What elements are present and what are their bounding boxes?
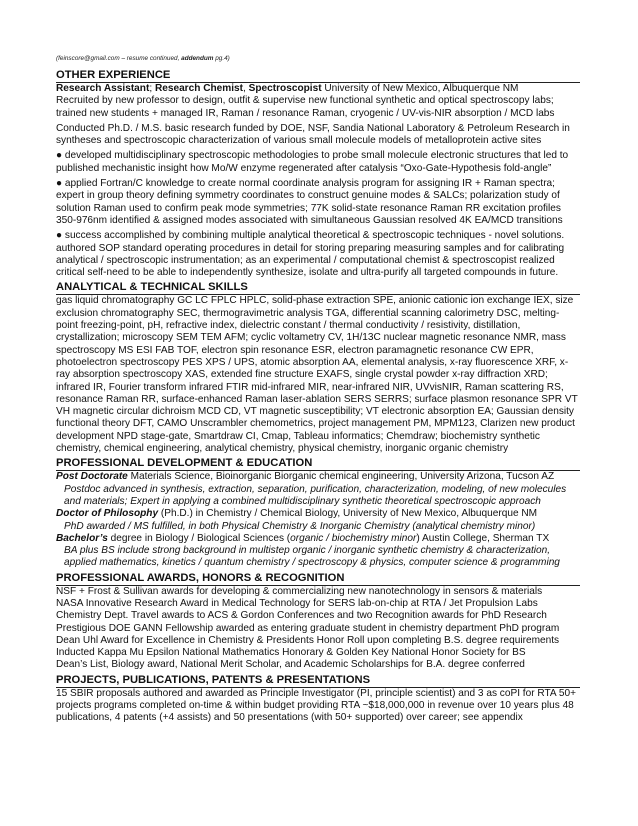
section-title-education: PROFESSIONAL DEVELOPMENT & EDUCATION xyxy=(56,457,580,471)
experience-bullet-2: ● applied Fortran/C knowledge to create normal coordinate analysis program for assigning IR + Raman spectra; expert in group theory defining symmetry coordinates to construct genuine modes & SALCs; polarization study of solution Raman used to confirm peak mode symmetries; 77K solid-state resonance Raman RR excitation profiles 350-976nm identified & assigned modes associated with simultaneous Gaussian resolved 4K EA/MCD transitions xyxy=(56,178,563,226)
education-postdoc-degree: Post Doctorate xyxy=(56,471,128,483)
skills-paragraph: gas liquid chromatography GC LC FPLC HPLC, solid-phase extraction SPE, anionic cationic ion exchange IEX, size exclusion chromatography SEC, thermogravimetric analysis TGA, differential scanning calorimetry DSC, melting-point freezing-point, pH, refractive index, dielectric constant / thermal conductivity / resistivity, distillation, crystallization; microscopy SEM TEM AFM; cyclic voltametry CV, 1H/13C nuclear magnetic resonance NMR, mass spectroscopy MS ESI FAB TOF, electron spin resonance ESR, electron paramagnetic resonance CW EPR, photoelectron spectroscopy PES XPS / UPS, atomic absorption AA, elemental analysis, x-ray fluorescence XRF, x-ray absorption spectroscopy XAS, extended fine structure EXAFS, single crystal powder x-ray diffraction XRD; infrared IR, Fourier transform infrared FTIR mid-infrared MIR, near-infrared NIR, UVvisNIR, Raman scattering RS, resonance Raman RR, surface-enhanced Raman laser-ablation SERS SERRS; surface plasmon resonance SPR VT VH magnetic circular dichroism MCD CD, VT magnetic susceptibility; VT electronic absorption EA; Gaussian density functional theory DFT, CAMO Unscrambler chemometrics, project management PM, MPM123, Clarizen new product development NPD stage-gate, Smartdraw CI, Cmap, Tableau informatics; Chemdraw; biochemistry synthetic chemistry, chemical engineering, analytical chemistry, physical chemistry, inorganic organic chemistry xyxy=(56,295,578,455)
education-phd-detail: PhD awarded / MS fulfilled, in both Physical Chemistry & Inorganic Chemistry (analytical chemistry minor) xyxy=(64,520,536,532)
education-bachelors-post: ) Austin College, Sherman TX xyxy=(416,532,550,544)
experience-paragraph-2: Conducted Ph.D. / M.S. basic research funded by DOE, NSF, Sandia National Laboratory & Petroleum Research in syntheses and spectroscopic characterization of various small molecule models of metalloprotein active sites xyxy=(56,122,570,147)
award-line: Inducted Kappa Mu Epsilon National Mathematics Honorary & Golden Key National Honor Society for BS xyxy=(56,647,526,659)
role-spectroscopist: Spectroscopist xyxy=(248,83,322,94)
role-sep-2: , xyxy=(243,83,249,94)
award-line: Chemistry Dept. Travel awards to ACS & Gordon Conferences and two Recognition awards for PhD Research xyxy=(56,610,547,622)
award-line: Dean’s List, Biology award, National Merit Scholar, and Academic Scholarships for B.A. degree conferred xyxy=(56,659,525,671)
role-research-assistant: Research Assistant xyxy=(56,83,150,94)
education-bachelors-minor: organic / biochemistry minor xyxy=(290,532,417,544)
header-note-bold: addendum xyxy=(181,55,214,62)
resume-page xyxy=(56,54,580,725)
education-bachelors-pre: degree in Biology / Biological Sciences ( xyxy=(107,532,291,544)
education-bachelors-detail: BA plus BS include strong background in multistep organic / inorganic synthetic chemistry & characterization, applied mathematics, kinetics / quantum chemistry / spectroscopy & physics, computer science & programming xyxy=(64,545,560,569)
education-phd-degree: Doctor of Philosophy xyxy=(56,508,159,520)
education-postdoc-detail: Postdoc advanced in synthesis, extraction, separation, purification, characterization, modeling, of new molecules and materials; Expert in applying a combined multidisciplinary synthetic theoretical spectroscopic approach xyxy=(64,483,567,507)
header-note-suffix: pg.4) xyxy=(215,55,230,62)
experience-paragraph-1: Recruited by new professor to design, outfit & supervise new functional synthetic and optical spectroscopy labs; trained new students + managed IR, Raman / resonance Raman, cryogenic / UV-vis-NIR absorption / MCD labs xyxy=(56,95,555,119)
award-line: Prestigious DOE GANN Fellowship awarded as entering graduate student in chemistry department PhD program xyxy=(56,622,560,634)
experience-bullet-3: ● success accomplished by combining multiple analytical theoretical & spectroscopic techniques - novel solutions. authored SOP standard operating procedures in detail for storing preparing measuring samples and for calibrating analytical / spectroscopic instrumentation; as an experimental / computational chemist & spectroscopist realized critical self-need to be able to independently synthesize, isolate and ultra-purify all targeted compounds in future. xyxy=(56,230,565,279)
role-research-chemist: Research Chemist xyxy=(154,83,244,94)
education-bachelors-degree: Bachelor’s xyxy=(56,532,108,544)
header-note-prefix: (feinscore@gmail.com – resume continued, xyxy=(56,55,180,62)
header-note xyxy=(56,54,580,64)
section-title-skills: ANALYTICAL & TECHNICAL SKILLS xyxy=(56,281,580,295)
education-postdoc-info: Materials Science, Bioinorganic Biorganic chemical engineering, University Arizona, Tucson AZ xyxy=(127,471,555,483)
role-sep-1: ; xyxy=(149,83,155,94)
section-title-other-experience: OTHER EXPERIENCE xyxy=(56,69,580,83)
award-line: NASA Innovative Research Award in Medical Technology for SERS lab-on-chip at RTA / Jet Propulsion Labs xyxy=(56,597,538,609)
section-title-projects: PROJECTS, PUBLICATIONS, PATENTS & PRESENTATIONS xyxy=(56,674,580,688)
experience-role-line xyxy=(56,83,580,95)
education-bachelors xyxy=(56,533,580,545)
education-postdoc xyxy=(56,471,580,483)
experience-bullet-1: ● developed multidisciplinary spectroscopic methodologies to probe small molecule electronic structures that led to published mechanistic insight how Mo/W enzyme regenerated after catalysis “Oxo-Gate-Hypothesis fold-angle” xyxy=(56,150,569,174)
education-phd-info: (Ph.D.) in Chemistry / Chemical Biology, University of New Mexico, Albuquerque NM xyxy=(158,508,538,520)
role-institution: University of New Mexico, Albuquerque NM xyxy=(321,83,519,94)
award-line: Dean Uhl Award for Excellence in Chemistry & Presidents Honor Roll upon completing B.S. degree requirements xyxy=(56,634,560,646)
projects-paragraph: 15 SBIR proposals authored and awarded as Principle Investigator (PI, principle scientist) and 3 as coPI for RTA 50+ projects programs completed on-time & within budget providing RTA ~$18,000,000 in revenue over 10 years plus 48 publications, 4 patents (+4 assists) and 50 presentations (with 50+ supported) over career; see appendix xyxy=(56,687,577,724)
section-title-awards: PROFESSIONAL AWARDS, HONORS & RECOGNITION xyxy=(56,572,580,586)
award-line: NSF + Frost & Sullivan awards for developing & commercializing new nanotechnology in sensors & materials xyxy=(56,585,543,597)
education-phd xyxy=(56,508,580,520)
